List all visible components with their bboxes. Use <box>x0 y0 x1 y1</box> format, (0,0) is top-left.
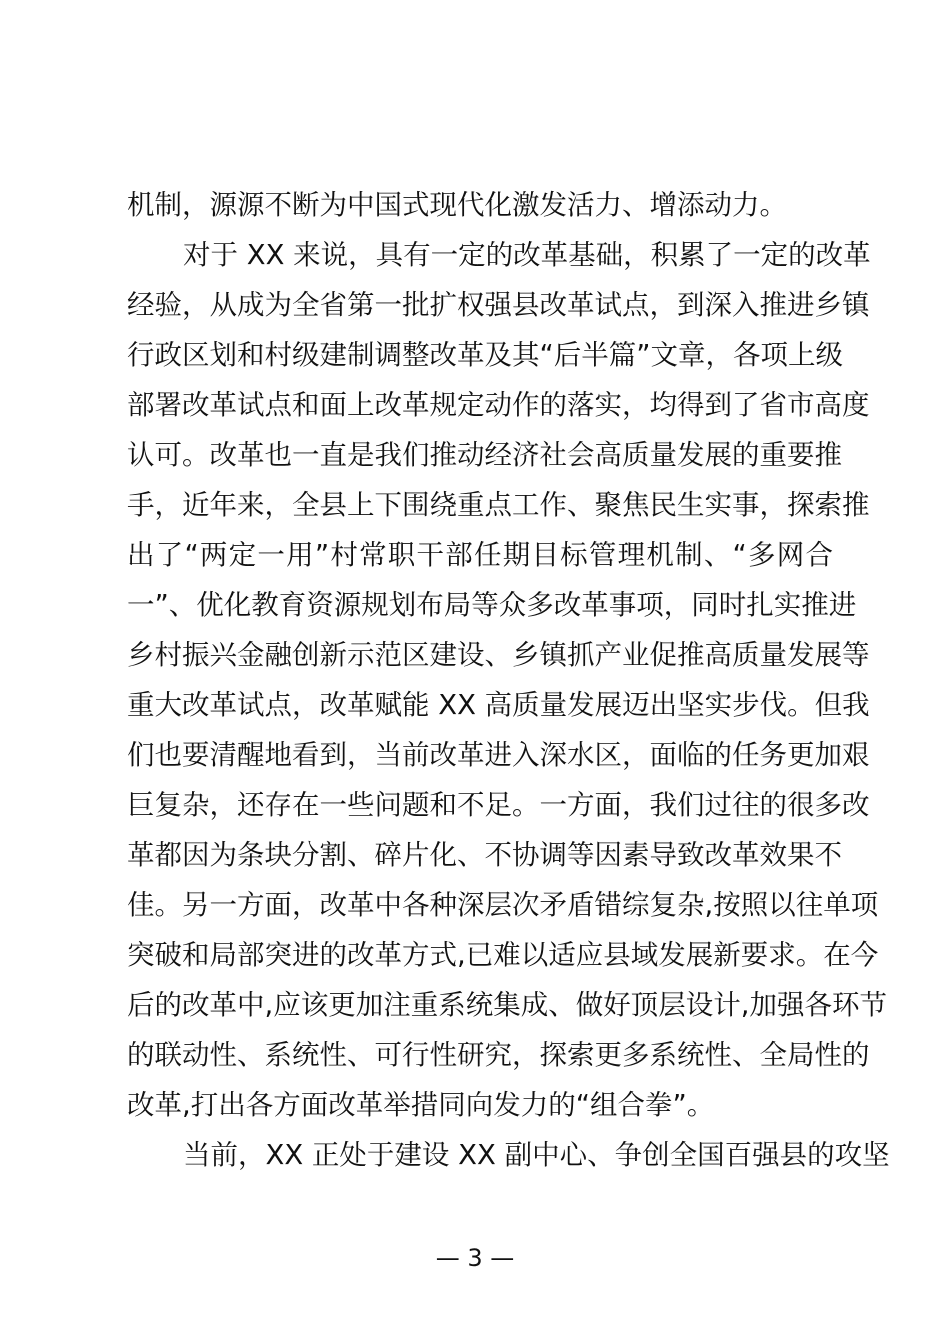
text-line: 经验，从成为全省第一批扩权强县改革试点，到深入推进乡镇 <box>127 289 870 321</box>
text-line: 一”、优化教育资源规划布局等众多改革事项，同时扎实推进 <box>127 589 857 621</box>
text-line: 对于 XX 来说，具有一定的改革基础，积累了一定的改革 <box>183 239 871 271</box>
text-line: 改革,打出各方面改革举措同向发力的“组合拳”。 <box>127 1089 715 1121</box>
text-line: 们也要清醒地看到，当前改革进入深水区，面临的任务更加艰 <box>127 739 870 771</box>
text-line: 手，近年来，全县上下围绕重点工作、聚焦民生实事，探索推 <box>127 489 870 521</box>
text-line: 机制，源源不断为中国式现代化激发活力、增添动力。 <box>127 189 787 221</box>
text-line: 巨复杂，还存在一些问题和不足。一方面，我们过往的很多改 <box>127 789 870 821</box>
text-line: 突破和局部突进的改革方式,已难以适应县域发展新要求。在今 <box>127 939 879 971</box>
text-line: 乡村振兴金融创新示范区建设、乡镇抓产业促推高质量发展等 <box>127 639 870 671</box>
text-line: 行政区划和村级建制调整改革及其“后半篇”文章，各项上级 <box>127 339 843 371</box>
text-line: 出了“两定一用”村常职干部任期目标管理机制、“多网合 <box>127 539 833 571</box>
text-line: 当前，XX 正处于建设 XX 副中心、争创全国百强县的攻坚 <box>183 1139 890 1171</box>
text-line: 革都因为条块分割、碎片化、不协调等因素导致改革效果不 <box>127 839 842 871</box>
text-line: 的联动性、系统性、可行性研究，探索更多系统性、全局性的 <box>127 1039 870 1071</box>
text-line: 认可。改革也一直是我们推动经济社会高质量发展的重要推 <box>127 439 842 471</box>
text-line: 重大改革试点，改革赋能 XX 高质量发展迈出坚实步伐。但我 <box>127 689 870 721</box>
text-line: 佳。另一方面，改革中各种深层次矛盾错综复杂,按照以往单项 <box>127 889 879 921</box>
text-line: 部署改革试点和面上改革规定动作的落实，均得到了省市高度 <box>127 389 870 421</box>
document-body <box>127 180 890 1180</box>
text-line: 后的改革中,应该更加注重系统集成、做好顶层设计,加强各环节 <box>127 989 887 1021</box>
page-number: — 3 — <box>435 1244 515 1272</box>
